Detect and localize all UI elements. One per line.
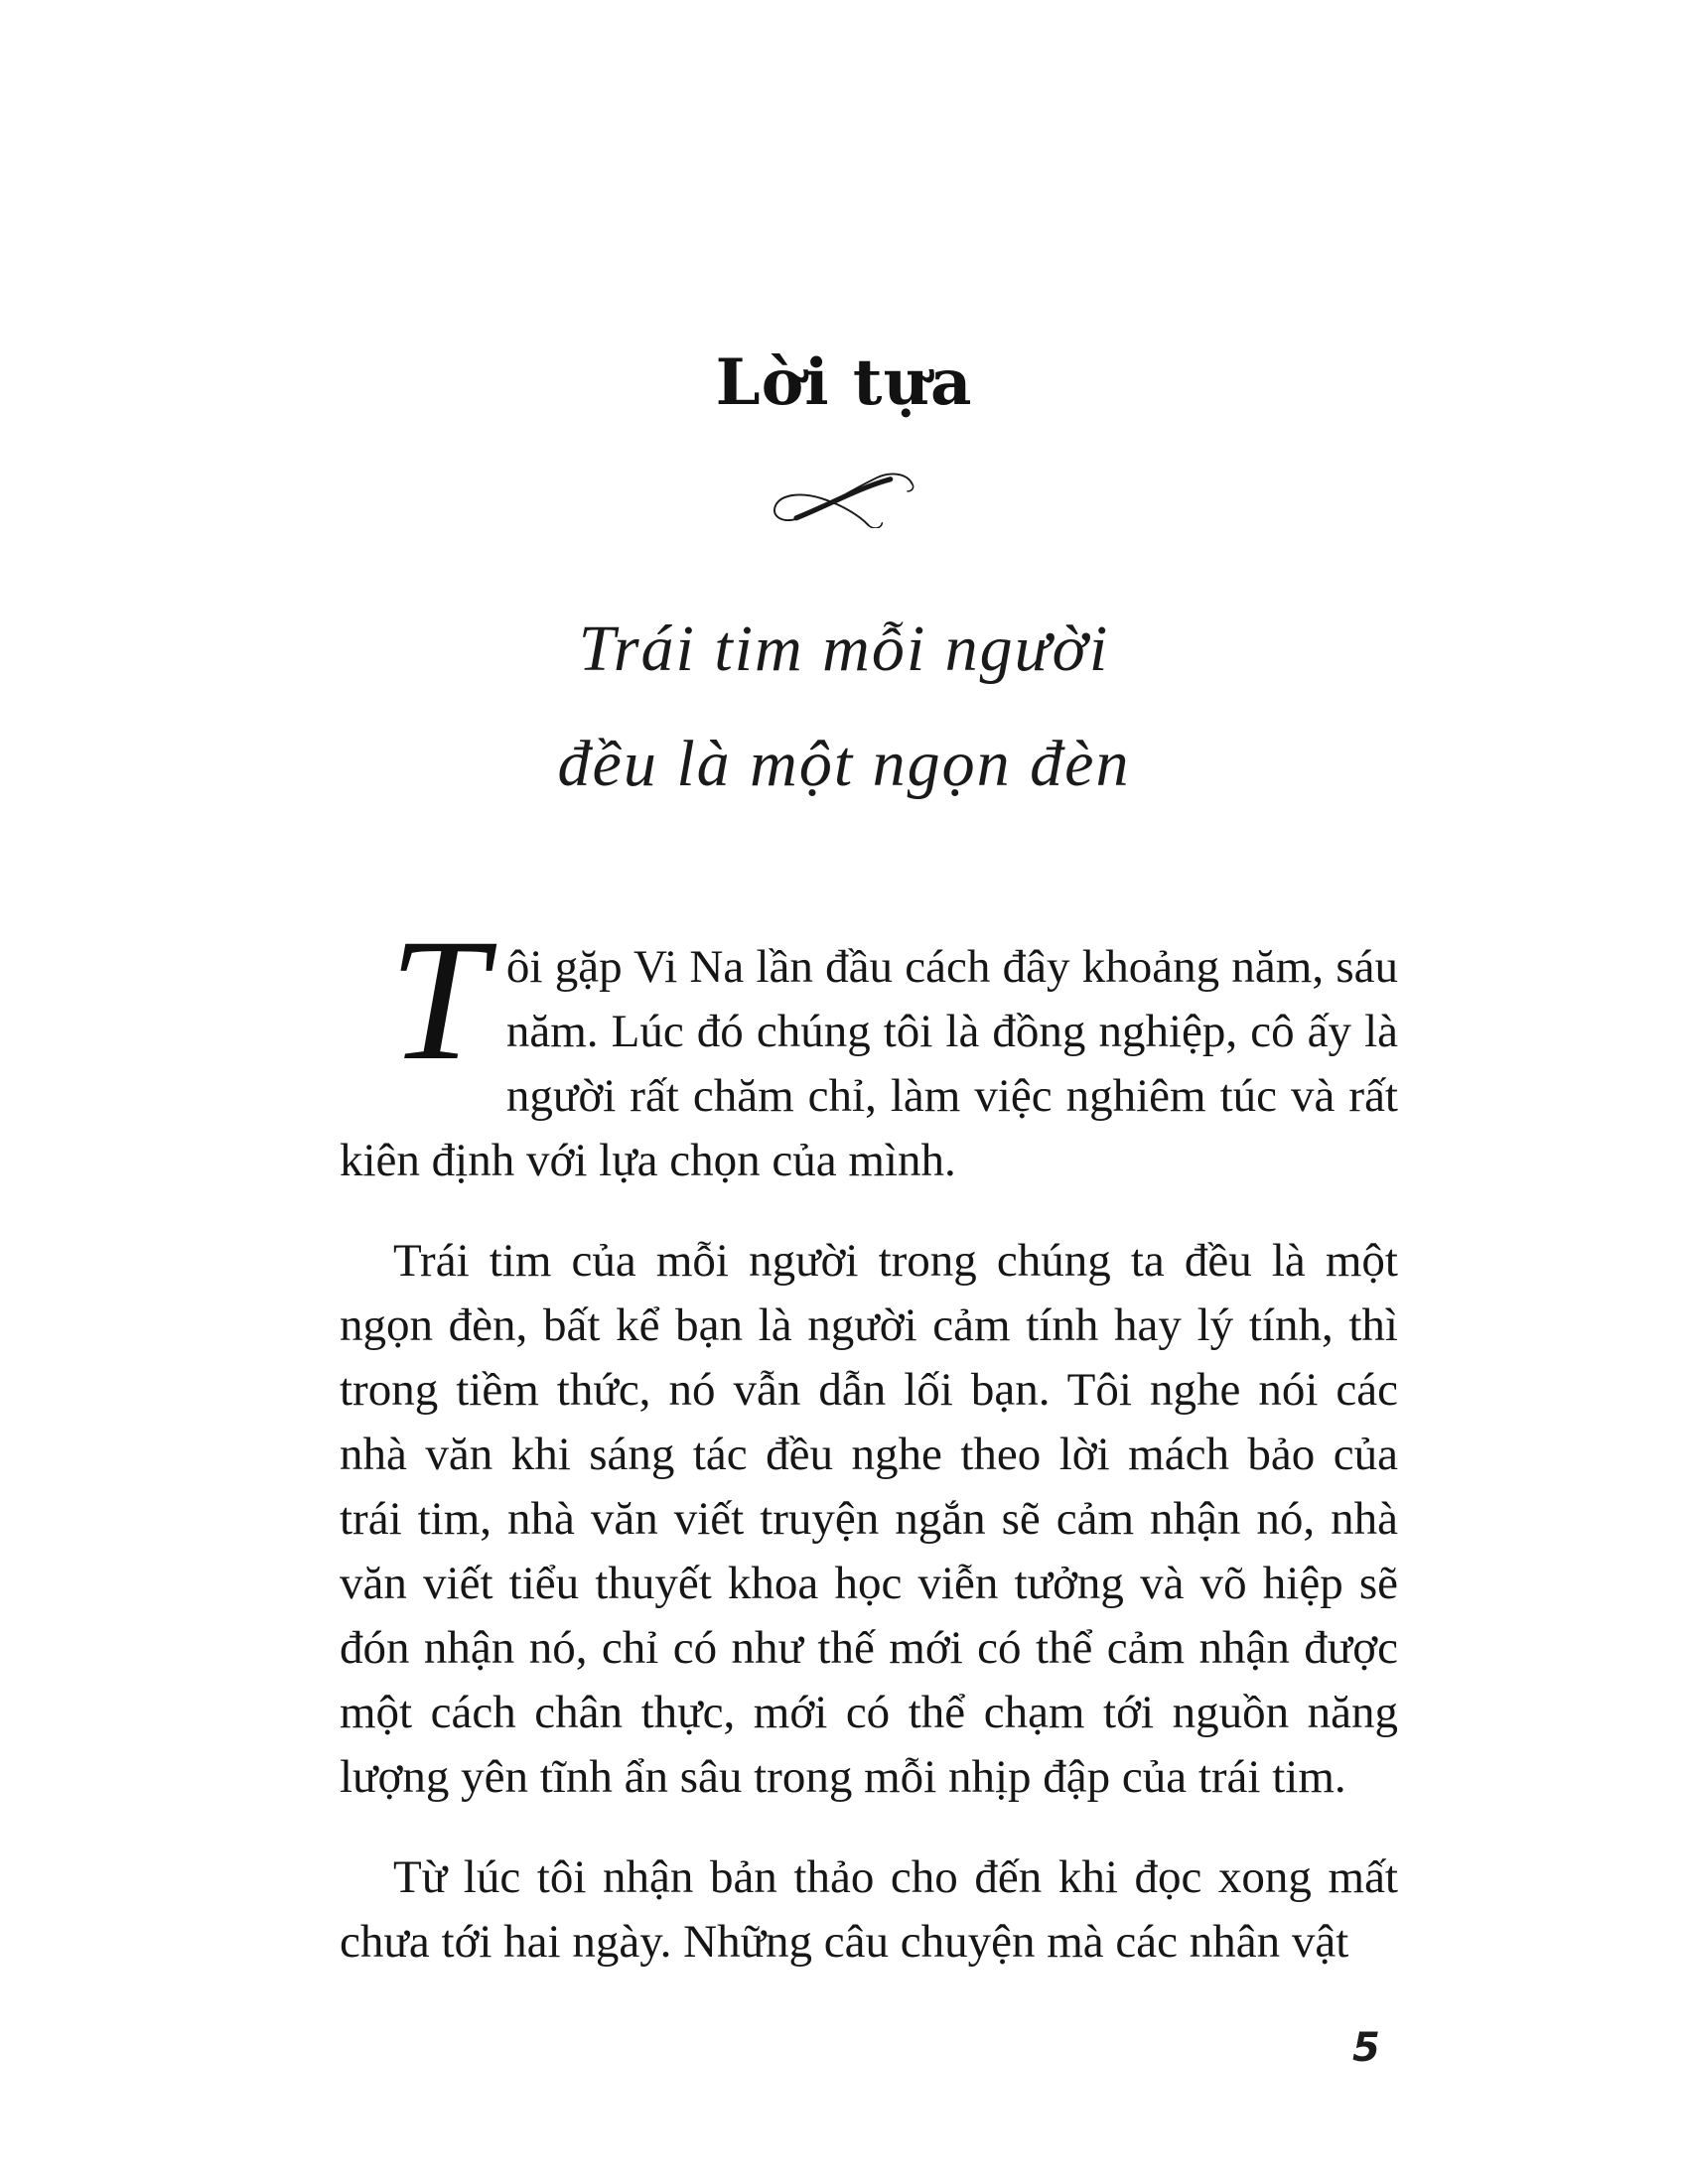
paragraph-1 (340, 903, 1398, 1193)
paragraph-3: Từ lúc tôi nhận bản thảo cho đến khi đọc xong mất chưa tới hai ngày. Những câu chuyện mà các nhân vật (340, 1851, 1398, 1968)
script-subtitle-line1: Trái tim mỗi người (578, 613, 1110, 685)
paragraph-2: Trái tim của mỗi người trong chúng ta đều là một ngọn đèn, bất kể bạn là người cảm tính hay lý tính, thì trong tiềm thức, nó vẫn dẫn lối bạn. Tôi nghe nói các nhà văn khi sáng tác đều nghe theo lời mách bảo của trái tim, nhà văn viết truyện ngắn sẽ cảm nhận nó, nhà văn viết tiểu thuyết khoa học viễn tưởng và võ hiệp sẽ đón nhận nó, chỉ có như thế mới có thể cảm nhận được một cách chân thực, mới có thể chạm tới nguồn năng lượng yên tĩnh ẩn sâu trong mỗi nhịp đập của trái tim. (340, 1235, 1398, 1803)
body-text (340, 903, 1398, 1975)
script-subtitle-line2: đều là một ngọn đèn (557, 728, 1131, 800)
script-subtitle (0, 592, 1688, 822)
calligraphic-swash-icon (765, 465, 923, 528)
paragraph-1-text: ôi gặp Vi Na lần đầu cách đây khoảng năm, sáu năm. Lúc đó chúng tôi là đồng nghiệp, cô ấy là người rất chăm chỉ, làm việc nghiêm túc và rất kiên định với lựa chọn của mình. (340, 941, 1398, 1186)
page-number: 5 (1352, 2025, 1380, 2071)
drop-cap: T (389, 903, 487, 1097)
page-title: Lời tựa (715, 345, 973, 420)
